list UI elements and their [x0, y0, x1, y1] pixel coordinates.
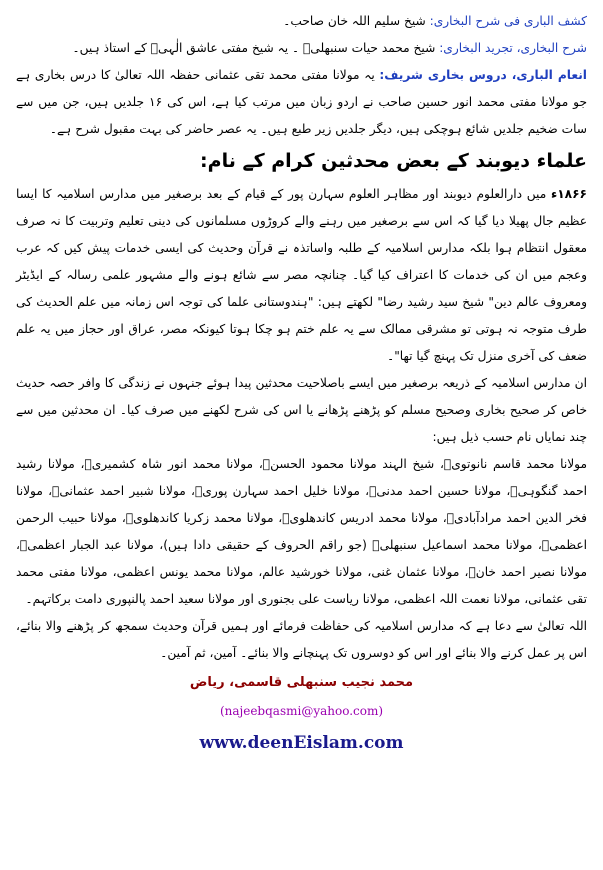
paragraph-text: اللہ تعالیٰ سے دعا ہے کہ مدارس اسلامیہ کی حفاظت فرمائے اور ہمیں قرآن وحدیث سمجھ کر پڑھنے والا بنائے، اس پر عمل کرنے والا بنائے اور اس کو دوسروں تک پہنچانے والا بنائے۔ آمین، ثم آمین۔ [16, 619, 587, 660]
reference-body: یہ مولانا مفتی محمد تقی عثمانی حفظہ اللہ تعالیٰ کا درس بخاری ہے جو مولانا مفتی محمد انور حسین صاحب نے اردو زبان میں مرتب کیا ہے، اس کی ۱۶ جلدیں ہیں، جن میں سے سات ضخیم جلدیں شائع ہوچکی ہیں، دیگر جلدیں زیر طبع ہیں۔ یہ عصر حاضر کی بہت مقبول شرح ہے۔ [16, 68, 588, 136]
reference-sharh-bukhari [16, 35, 587, 62]
reference-title: انعام الباری، دروس بخاری شریف: [379, 68, 587, 82]
body-text [16, 181, 587, 667]
section-heading: علماء دیوبند کے بعض محدثین کرام کے نام: [200, 150, 587, 172]
reference-title: شرح البخاری، تجرید البخاری: [439, 41, 587, 55]
paragraph-history [16, 181, 587, 370]
reference-title: کشف الباری فی شرح البخاری: [429, 14, 587, 28]
reference-kashf-ul-bari [16, 8, 587, 35]
paragraph-names-list [16, 451, 587, 613]
year-label: ۱۸۶۶ء [551, 187, 587, 201]
author-signature: محمد نجیب سنبھلی قاسمی، ریاض [189, 675, 414, 690]
paragraph-dua [16, 613, 587, 667]
author-email[interactable]: (najeebqasmi@yahoo.com) [219, 704, 384, 718]
website-link[interactable]: www.deenEislam.com [199, 733, 404, 753]
reference-inam-ul-bari [16, 62, 587, 143]
paragraph-text: مولانا محمد قاسم نانوتویؒ، شیخ الہند مولانا محمود الحسنؒ، مولانا محمد انور شاہ کشمیریؒ، مولانا رشید احمد گنگوہیؒ، مولانا حسین احمد مدنیؒ، مولانا خلیل احمد سہارن پوریؒ، مولانا شبیر احمد عثمانیؒ، مولانا فخر الدین احمد مرادآبادیؒ، مولانا محمد ادریس کاندھلویؒ، مولانا محمد زکریا کاندھلویؒ، مولانا حبیب الرحمن اعظمیؒ، مولانا محمد اسماعیل سنبھلیؒ (جو راقم الحروف کے حقیقی دادا ہیں)، مولانا عبد الجبار اعظمیؒ، مولانا نصیر احمد خانؒ، مولانا عثمان غنی، مولانا خورشید عالم، مولانا محمد یونس اعظمی، مولانا مفتی محمد تقی عثمانی، مولانا نعمت اللہ اعظمی، مولانا ریاست علی بجنوری اور مولانا سعید احمد پالنپوری دامت برکاتہم۔ [16, 457, 587, 606]
reference-body: شیخ محمد حیات سنبھلیؒ ۔ یہ شیخ مفتی عاشق الٰہیؒ کے استاذ ہیں۔ [72, 41, 440, 55]
paragraph-muhaddithin [16, 370, 587, 451]
references-block [16, 8, 587, 143]
paragraph-text: ان مدارس اسلامیہ کے ذریعہ برصغیر میں ایسے باصلاحیت محدثین پیدا ہوئے جنہوں نے زندگی کا وافر حصہ حدیث خاص کر صحیح بخاری وصحیح مسلم کو پڑھنے پڑھانے یا اس کی شرح لکھنے میں صرف کیا۔ ان محدثین میں سے چند نمایاں نام حسب ذیل ہیں: [16, 376, 587, 444]
reference-body: شیخ سلیم اللہ خان صاحب۔ [283, 14, 430, 28]
paragraph-text: میں دارالعلوم دیوبند اور مظاہر العلوم سہارن پور کے قیام کے بعد برصغیر میں مدارس اسلامیہ کا ایسا عظیم جال پھیلا دیا گیا کہ اس سے برصغیر میں رہنے والے کروڑوں مسلمانوں کی دینی تعلیم وتربیت کا نہ صرف معقول انتظام ہوا بلکہ مدارس اسلامیہ کے طلبہ واساتذہ نے قرآن وحدیث کی ایسی خدمات پیش کیں کہ عرب وعجم میں ان کی خدمات کا اعتراف کیا گیا۔ چنانچہ مصر سے شائع ہونے والے مشہور علمی رسالہ کے ایڈیٹر ومعروف عالم دین" شیخ سید رشید رضا" لکھتے ہیں: "ہندوستانی علما کی توجہ اس زمانہ میں علم الحدیث کی طرف متوجہ نہ ہوتی تو مشرقی ممالک سے یہ علم ختم ہو چکا ہوتا کیونکہ مصر، عراق اور حجاز میں یہ علم ضعف کی آخری منزل تک پہنچ گیا تھا"۔ [16, 187, 587, 363]
